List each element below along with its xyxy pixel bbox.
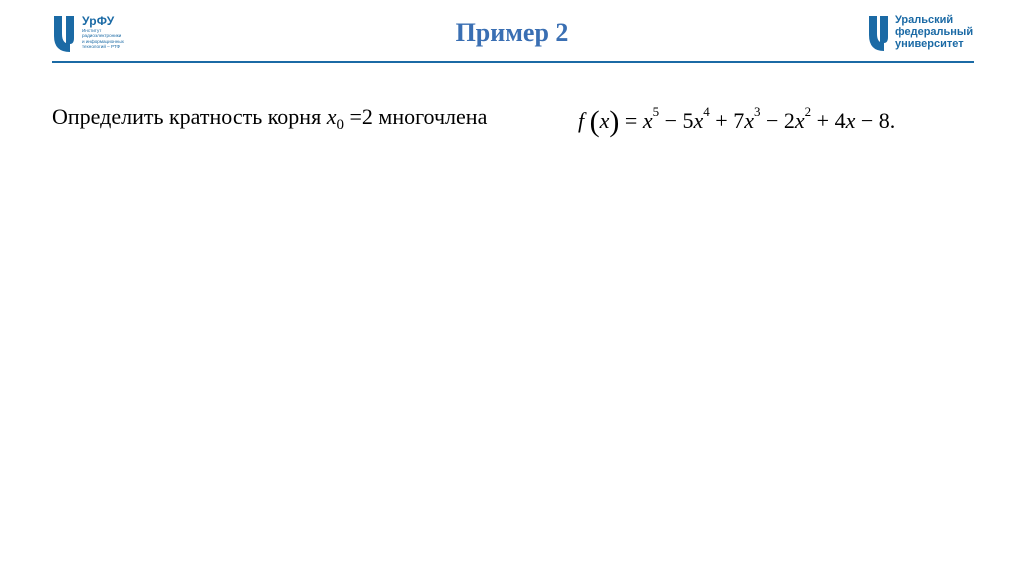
- term-variable: x: [642, 108, 653, 133]
- term-coefficient: 4: [834, 108, 846, 133]
- term-sign: −: [659, 108, 683, 133]
- header-divider: [52, 61, 974, 63]
- slide-header: [0, 0, 1024, 66]
- university-name: [895, 14, 973, 50]
- polynomial-term: [642, 104, 660, 133]
- term-variable: x: [693, 108, 704, 133]
- term-exponent: 4: [703, 104, 710, 119]
- task-text-before: Определить кратность корня: [52, 104, 327, 129]
- polynomial-term: [659, 104, 710, 133]
- root-equals-value: =2: [343, 104, 379, 129]
- term-sign: −: [760, 108, 784, 133]
- polynomial-term: [760, 104, 812, 133]
- term-exponent: 2: [804, 104, 812, 119]
- ural-federal-university-logo: [868, 14, 988, 56]
- urfu-brand-text: УрФУ: [82, 14, 115, 28]
- formula-equals: =: [619, 108, 643, 133]
- function-name: f: [578, 108, 585, 133]
- task-statement: [52, 104, 487, 134]
- term-sign: +: [811, 108, 835, 133]
- term-coefficient: 5: [682, 108, 694, 133]
- polynomial-term: [811, 108, 855, 133]
- term-variable: x: [845, 108, 856, 133]
- university-name-line-1: Уральский: [895, 14, 954, 26]
- term-variable: x: [794, 108, 805, 133]
- function-argument: x: [599, 108, 610, 133]
- term-coefficient: 2: [783, 108, 795, 133]
- institute-name: Институт радиоэлектроники и информационных технологий – РТФ: [82, 28, 124, 50]
- polynomial-terms: [642, 104, 856, 133]
- polynomial-term: [709, 104, 761, 133]
- term-variable: x: [744, 108, 754, 133]
- term-sign: +: [709, 108, 734, 133]
- university-u-icon: [868, 14, 892, 52]
- right-paren: ): [609, 105, 620, 138]
- term-exponent: 5: [652, 104, 660, 119]
- root-subscript: 0: [336, 117, 344, 133]
- formula-tail: − 8.: [855, 108, 896, 133]
- university-name-line-2: федеральный: [895, 26, 974, 38]
- university-name-line-3: университет: [895, 38, 964, 50]
- polynomial-formula: [578, 104, 895, 139]
- task-text-after: многочлена: [378, 104, 488, 129]
- left-paren: (: [589, 105, 600, 138]
- term-exponent: 3: [753, 104, 761, 119]
- slide-title: Пример 2: [455, 18, 569, 47]
- term-coefficient: 7: [733, 108, 745, 133]
- root-variable: x: [326, 104, 337, 129]
